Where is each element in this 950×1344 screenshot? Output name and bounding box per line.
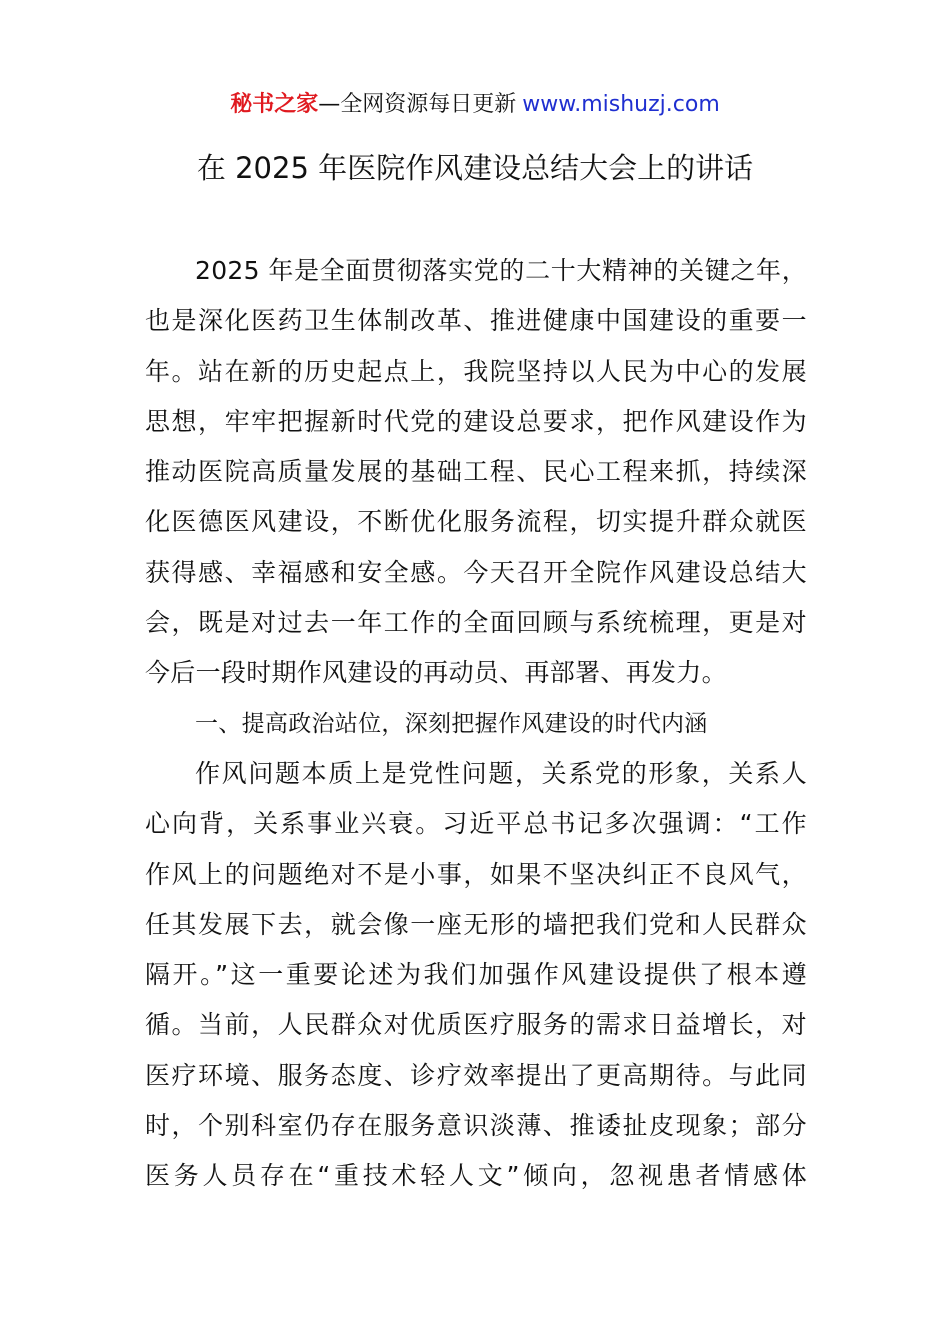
paragraph-line: 循。当前，人民群众对优质医疗服务的需求日益增长，对 (145, 1010, 807, 1040)
paragraph-line: 2025 年是全面贯彻落实党的二十大精神的关键之年， (195, 256, 807, 285)
paragraph-line: 任其发展下去，就会像一座无形的墙把我们党和人民群众 (145, 909, 807, 939)
paragraph-line: 思想，牢牢把握新时代党的建设总要求，把作风建设作为 (145, 406, 807, 436)
site-banner (0, 88, 950, 122)
paragraph-line: 年。站在新的历史起点上，我院坚持以人民为中心的发展 (145, 356, 807, 386)
section-heading: 一、提高政治站位，深刻把握作风建设的时代内涵 (195, 710, 708, 737)
paragraph-line: 会，既是对过去一年工作的全面回顾与系统梳理，更是对 (145, 608, 807, 638)
paragraph-line: 医疗环境、服务态度、诊疗效率提出了更高期待。与此同 (145, 1060, 807, 1090)
paragraph-line: 获得感、幸福感和安全感。今天召开全院作风建设总结大 (145, 557, 807, 587)
paragraph-line: 推动医院高质量发展的基础工程、民心工程来抓，持续深 (145, 457, 807, 487)
paragraph-line: 作风问题本质上是党性问题，关系党的形象，关系人 (195, 758, 807, 788)
paragraph-line: 医务人员存在“重技术轻人文”倾向，忽视患者情感体 (145, 1161, 807, 1191)
paragraph-line: 隔开。”这一重要论述为我们加强作风建设提供了根本遵 (145, 960, 807, 990)
paragraph-line: 化医德医风建设，不断优化服务流程，切实提升群众就医 (145, 507, 807, 537)
document-body (145, 246, 807, 1202)
paragraph-line: 作风上的问题绝对不是小事，如果不坚决纠正不良风气， (145, 859, 807, 889)
site-url-link[interactable]: www.mishuzj.com (522, 92, 720, 117)
banner-dash: — (318, 92, 341, 117)
paragraph-line: 时，个别科室仍存在服务意识淡薄、推诿扯皮现象；部分 (145, 1111, 807, 1141)
paragraph-line: 心向背，关系事业兴衰。习近平总书记多次强调：“工作 (145, 809, 807, 839)
document-title: 在 2025 年医院作风建设总结大会上的讲话 (196, 151, 754, 185)
paragraph-line: 今后一段时期作风建设的再动员、再部署、再发力。 (145, 658, 727, 688)
banner-tagline: 全网资源每日更新 (340, 92, 517, 117)
brand-name: 秘书之家 (230, 92, 319, 117)
paragraph-line: 也是深化医药卫生体制改革、推进健康中国建设的重要一 (145, 306, 807, 336)
